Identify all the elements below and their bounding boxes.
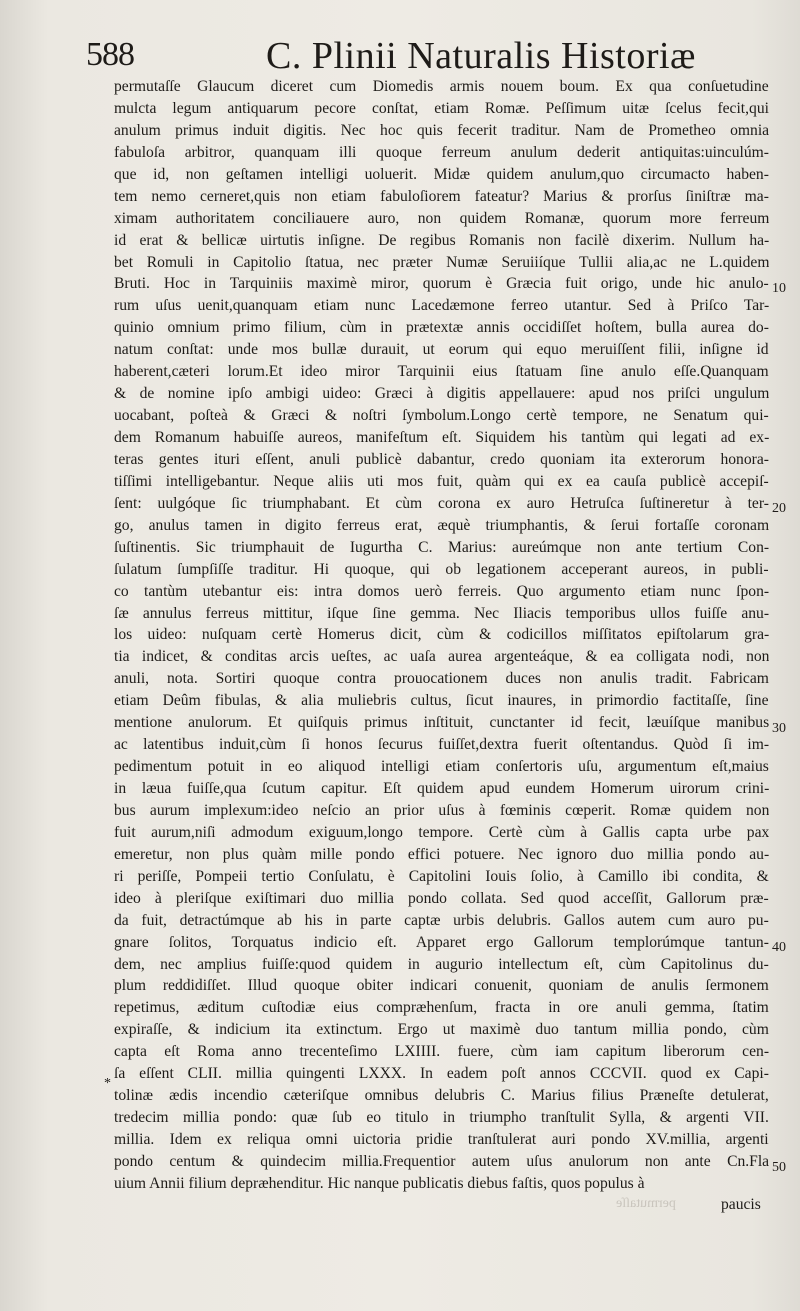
text-line: ri periſſe, Pompeii tertio Conſulatu, è Capitolini Iouis ſolio, à Camillo ibi condita, & [114,867,769,885]
margin-line-number-10: 10 [772,281,786,296]
text-line: teras gentes ituri eſſent, anuli publicè dabantur, credo quoniam ita exterorum honora- [114,450,769,468]
text-line: mulcta legum antiquarum pecore conſtat, etiam Romæ. Peſſimum uitæ ſcelus fecit,qui [114,99,769,117]
show-through-text: permutaſſe [616,1196,676,1211]
text-line: capta eſt Roma anno trecenteſimo LXIIII. fuere, cùm iam capitum liberorum cen- [114,1043,769,1061]
marginal-asterisk: * [104,1076,111,1091]
text-line: fabuloſa arbitror, quanquam illi quoque ferreum anulum dederit antiquitas:uinculúm- [114,143,769,161]
text-line: & de nomine ipſo ambigi uideo: Græci à digitis appellauere: apud nos priſci ungulum [114,385,769,403]
text-line: emeretur, non plus quàm mille pondo effici potuere. Nec ignoro duo millia pondo au- [114,845,769,863]
text-line: permutaſſe Glaucum diceret cum Diomedis armis nouem boum. Ex qua conſuetudine [114,78,769,95]
text-line: ſa eſſent CLII. millia quingenti LXXX. In eadem poſt annos CCCVII. quod ex Capi- [114,1065,769,1083]
text-line: natum conſtat: unde mos bullæ durauit, ut eorum qui equo meruiſſent filii, inſigne id [114,341,769,359]
text-line: fuit aurum,niſi admodum exiguum,longo tempore. Certè cùm à Gallis capta urbe pax [114,823,769,841]
text-line: plum reddidiſſet. Illud quoque obiter indicari conuenit, quoniam de anulis ſermonem [114,977,769,995]
text-line: uium Annii filium depræhenditur. Hic nanque publicatis diebus faſtis, quos populus à [114,1174,645,1192]
catchword: paucis [721,1196,761,1213]
text-line: repetimus, æditum cuſtodiæ eius compræhenſum, fracta in ore anuli gemma, ſtatim [114,999,769,1017]
text-line: go, anulus tamen in digito ferreus erat, æquè triumphantis, & ſerui fortaſſe coronam [114,516,769,534]
text-line: ſent: uulgóque ſic triumphabant. Et cùm corona ex auro Hetruſca ſuſtineretur à ter- [114,494,769,512]
margin-line-number-20: 20 [772,501,786,516]
text-line: quinio omnium primo filium, cùm in prætextæ annis occidiſſet hoſtem, bulla aurea do- [114,319,769,337]
text-line: ſuſtinentis. Sic triumphauit de Iugurtha C. Marius: aureúmque non ante tertium Con- [114,538,769,556]
text-line: bet Romuli in Capitolio ſtatua, nec præter Numæ Seruiiíque Tullii alia,ac ne L.quidem [114,253,769,271]
text-line: etiam Deûm fibulas, & alia muliebris cultus, ſicut inaures, in primordio factitaſſe, ſine [114,692,769,710]
text-line: tolinæ ædis incendio cæteriſque omnibus delubris C. Marius filius Præneſte detulerat, [114,1087,769,1105]
text-line: uocabant, poſteà & Græci & noſtri ſymbolum.Longo certè tempore, ne Senatum qui- [114,407,769,425]
text-line: dem Romanum habuiſſe aureos, manifeſtum eſt. Siquidem his tantùm qui legati ad ex- [114,429,769,446]
text-line: tem nemo cerneret,quis non etiam fabuloſiorem fateatur? Marius & prorſus ſiniſtræ ma- [114,187,769,205]
text-line: mentione anulorum. Et quiſquis primus inſtituit, cunctanter id fecit, læuíſque manibus [114,714,769,732]
text-line: ximam authoritatem conciliauere auro, non quidem Romanæ, quorum more ferreum [114,209,769,227]
margin-line-number-30: 30 [772,721,786,736]
text-line: id erat & bellicæ uirtutis inſigne. De regibus Romanis non facilè dixerim. Nullum ha- [114,231,769,249]
text-line: pondo centum & quindecim millia.Frequentior autem uſus anulorum non ante Cn.Fla [114,1152,769,1170]
text-line: ideo à pleriſque exiſtimari duo millia pondo collata. Sed quod acceſſit, Gallorum præ- [114,889,769,907]
running-title: C. Plinii Naturalis Historiæ [266,35,696,77]
text-line: tia indicet, & conditas arcis ueſtes, ac uaſa aurea argenteáque, & ea colligata nodi, non [114,648,769,666]
text-line: ac latentibus induit,cùm ſi honos ſecurus fuiſſet,dextra fuerit oſtentandus. Quòd ſi im- [114,736,769,754]
text-line: tredecim millia pondo: quæ ſub eo titulo in triumpho tranſtulit Sylla, & argenti VII. [114,1109,769,1127]
text-line: tiſſimi intelligebantur. Neque aliis uti mos fuit, quàm qui ex ea cauſa publicè accepiſ- [114,472,769,490]
page-number: 588 [86,36,134,73]
text-line: co tantùm utebantur eis: intra domos uerò ferreis. Quo argumento etiam nunc ſpon- [114,582,769,600]
text-line: anulum primus induit digitis. Nec hoc quis fecerit traditur. Nam de Prometheo omnia [114,121,769,139]
body-text [114,76,769,1195]
text-line: haberent,cæteri lorum.Et ideo miror Tarquinii eius ſtatuam ſine anulo eſſe.Quanquam [114,363,769,381]
text-line: ſulatum ſumpſiſſe traditur. Hi quoque, qui ob legationem acceperant aureos, in publi- [114,560,769,578]
text-line: in læua fuiſſe,qua ſcutum capitur. Eſt quidem apud eundem Homerum uirorum crini- [114,780,769,797]
margin-line-number-50: 50 [772,1160,786,1175]
text-line: los uideo: nuſquam certè Homerus dicit, cùm & codicillos miſſitatos epiſtolarum gra- [114,626,769,644]
text-line: gnare ſolitos, Torquatus indicio eſt. Apparet ergo Gallorum templorúmque tantun- [114,933,769,951]
text-line: ſæ annulus ferreus mittitur, iſque ſine gemma. Nec Iliacis temporibus ullos fuiſſe anu- [114,604,769,622]
text-line: bus aurum implexum:ideo neſcio an prior uſus à fœminis cœperit. Romæ quidem non [114,801,769,819]
text-line: da fuit, detractúmque ab his in parte captæ urbis delubris. Gallos autem cum auro pu- [114,911,769,929]
text-line: pedimentum potuit in eo aliquod intelligi etiam conſertoris uſu, argumentum eſt,maius [114,758,769,776]
text-line: dem, nec amplius fuiſſe:quod quidem in augurio intellectum eſt, cùm Capitolinus du- [114,955,769,973]
text-line: rum uſus uenit,quanquam etiam nunc Lacedæmone ferreo utantur. Sed à Priſco Tar- [114,297,769,315]
text-line: Bruti. Hoc in Tarquiniis maximè miror, quorum è Græcia fuit origo, unde hic anulo- [114,275,769,293]
text-line: anuli, nota. Sortiri quoque contra prouocationem duces non anulis tradit. Fabricam [114,670,769,688]
page-header [80,30,780,80]
text-line: que id, non geſtamen intelligi uoluerit. Midæ quidem anulum,quo circumacto haben- [114,165,769,183]
margin-line-number-40: 40 [772,940,786,955]
text-line: expiraſſe, & indicium ita extinctum. Ergo ut maximè duo tantum millia pondo, cùm [114,1021,769,1039]
text-line: millia. Idem ex reliqua omni uictoria pridie tranſtulerat auri pondo XV.millia, argenti [114,1131,769,1148]
